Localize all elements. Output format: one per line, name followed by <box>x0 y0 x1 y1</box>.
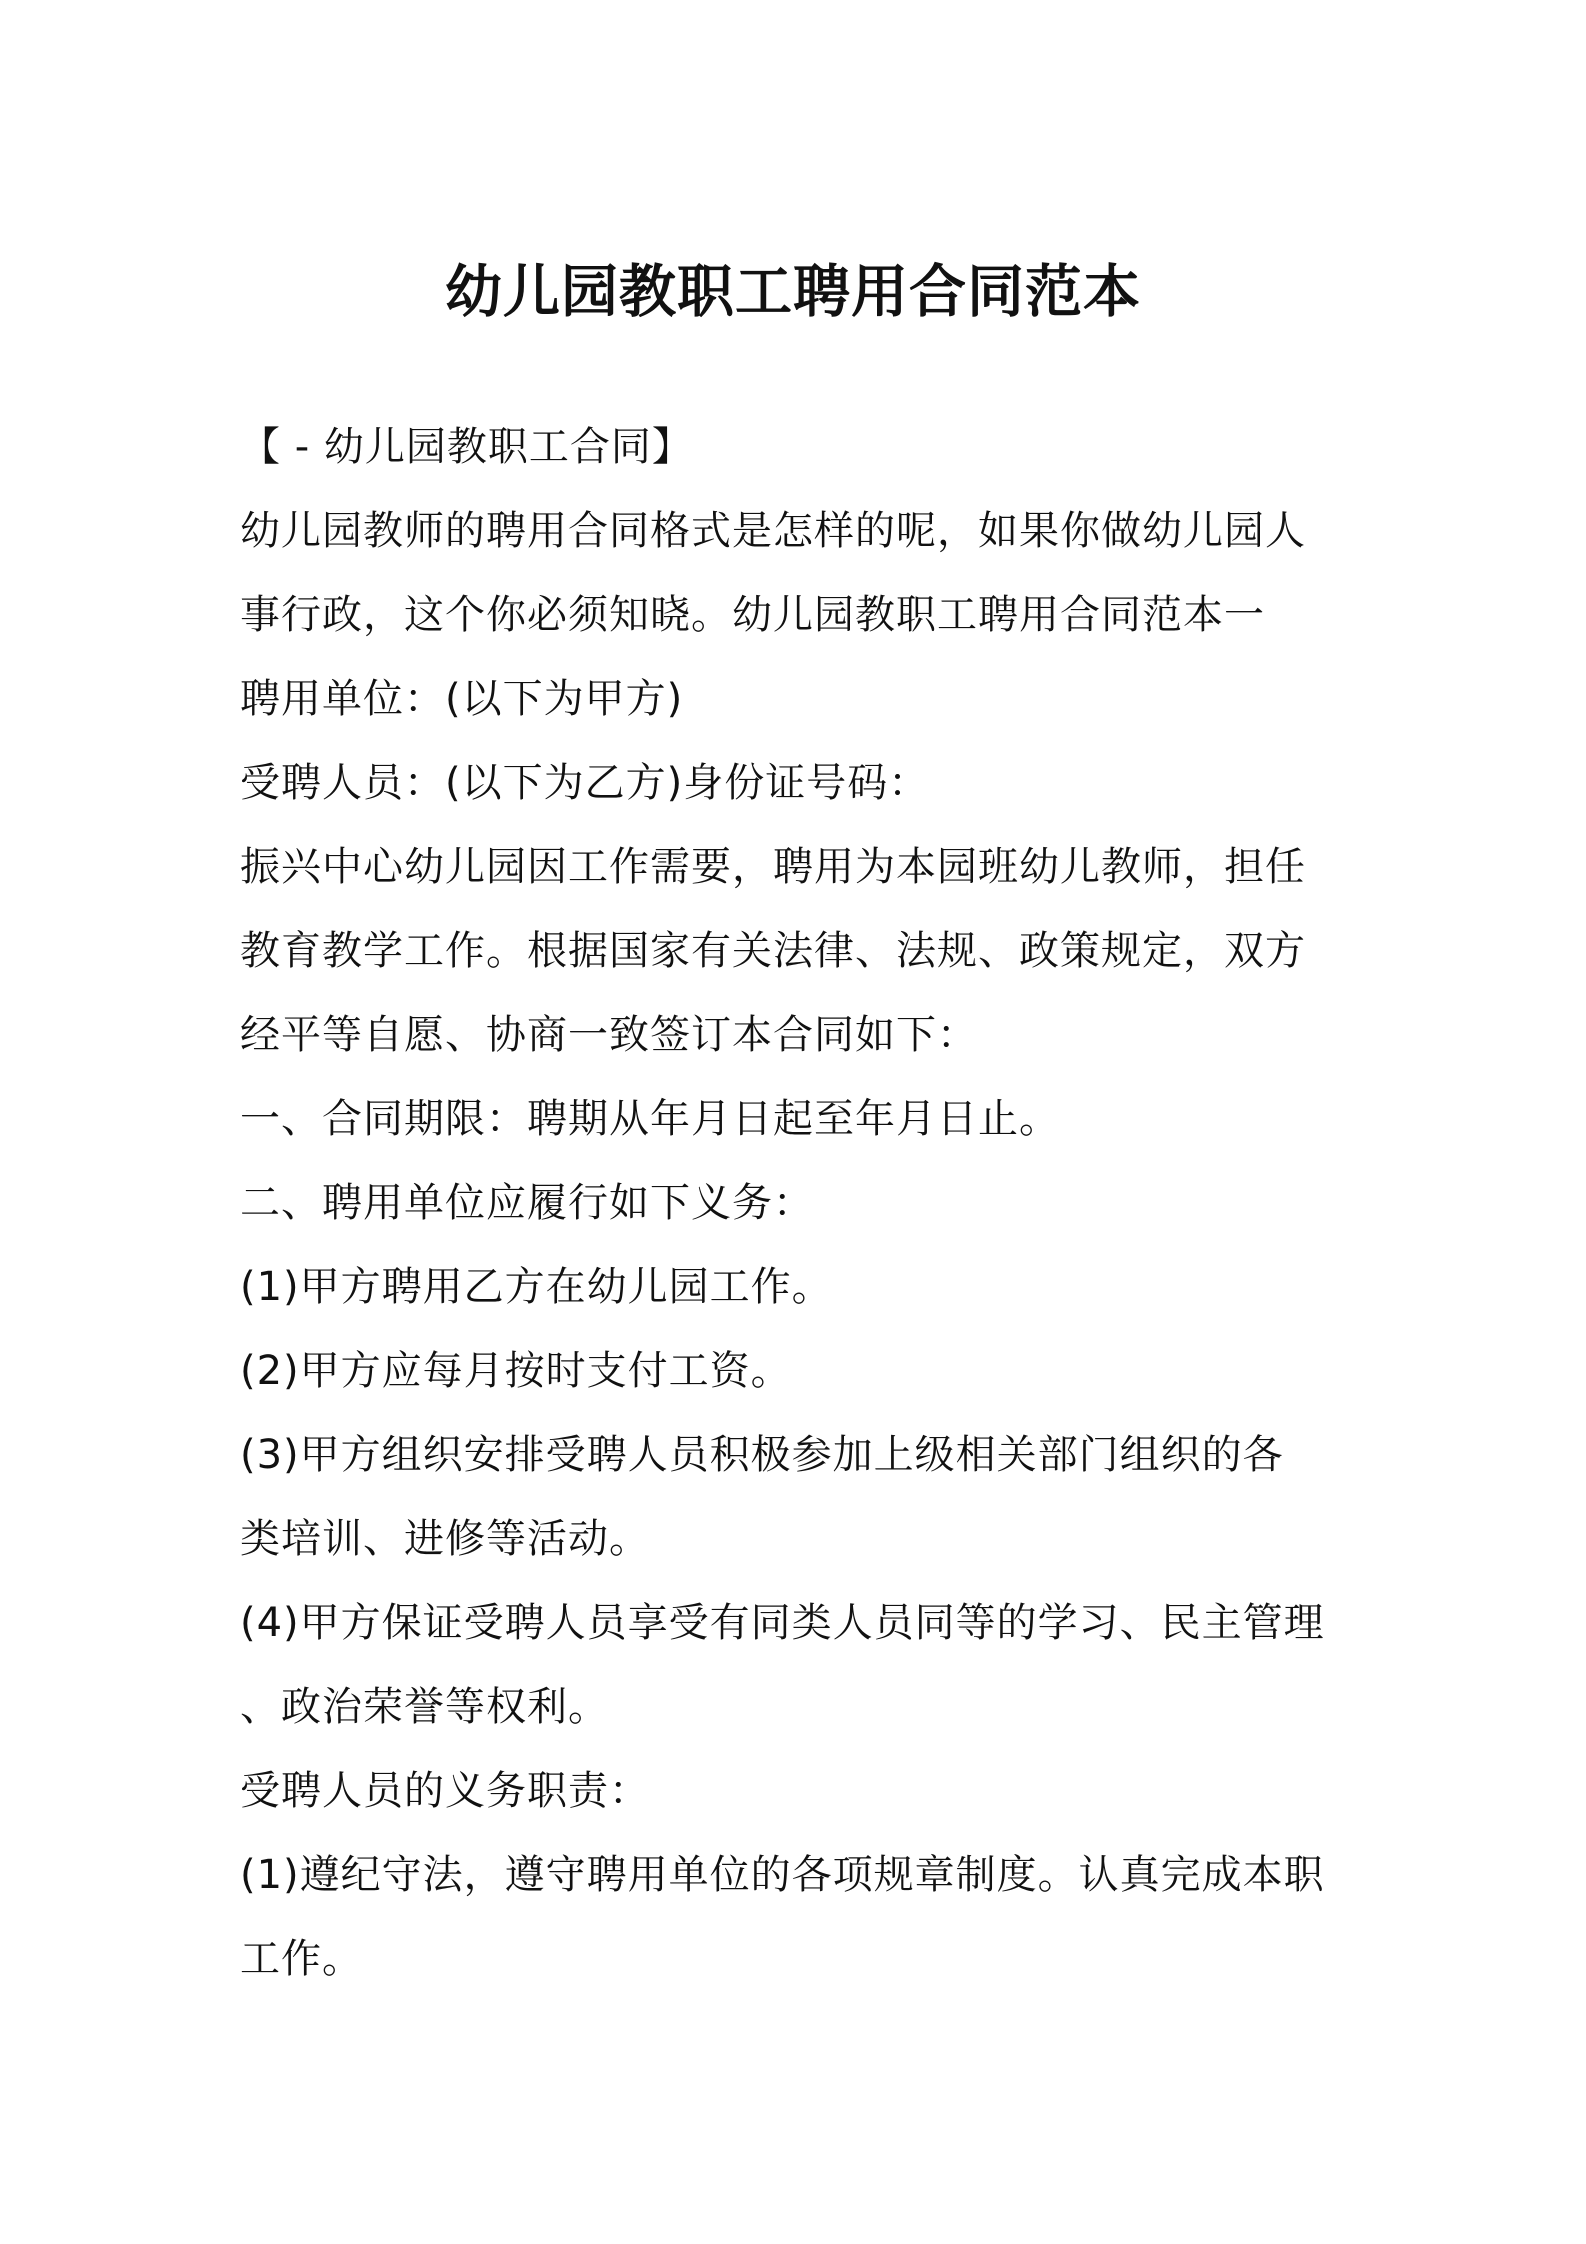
text-line: 教育教学工作。根据国家有关法律、法规、政策规定，双方 <box>240 928 1306 974</box>
text-line: (1)甲方聘用乙方在幼儿园工作。 <box>240 1264 833 1310</box>
text-line: 幼儿园教师的聘用合同格式是怎样的呢，如果你做幼儿园人 <box>240 508 1306 554</box>
text-line: (1)遵纪守法，遵守聘用单位的各项规章制度。认真完成本职 <box>240 1852 1325 1898</box>
text-line: (4)甲方保证受聘人员享受有同类人员同等的学习、民主管理 <box>240 1600 1325 1646</box>
text-line: (3)甲方组织安排受聘人员积极参加上级相关部门组织的各 <box>240 1432 1284 1478</box>
text-line: 振兴中心幼儿园因工作需要，聘用为本园班幼儿教师，担任 <box>240 844 1306 890</box>
text-line: 经平等自愿、协商一致签订本合同如下： <box>240 1012 978 1058</box>
text-line: 【 - 幼儿园教职工合同】 <box>240 424 693 470</box>
text-line: 二、聘用单位应履行如下义务： <box>240 1180 814 1226</box>
text-line: 事行政，这个你必须知晓。幼儿园教职工聘用合同范本一 <box>240 592 1265 638</box>
text-line: 工作。 <box>240 1936 363 1982</box>
text-line: 受聘人员的义务职责： <box>240 1768 650 1814</box>
text-line: 一、合同期限：聘期从年月日起至年月日止。 <box>240 1096 1060 1142</box>
document-body <box>240 405 1360 2001</box>
text-line: 聘用单位：(以下为甲方) <box>240 676 684 722</box>
text-line: 、政治荣誉等权利。 <box>240 1684 609 1730</box>
document-title: 幼儿园教职工聘用合同范本 <box>445 259 1141 325</box>
text-line: (2)甲方应每月按时支付工资。 <box>240 1348 792 1394</box>
text-line: 受聘人员：(以下为乙方)身份证号码： <box>240 760 930 806</box>
text-line: 类培训、进修等活动。 <box>240 1516 650 1562</box>
